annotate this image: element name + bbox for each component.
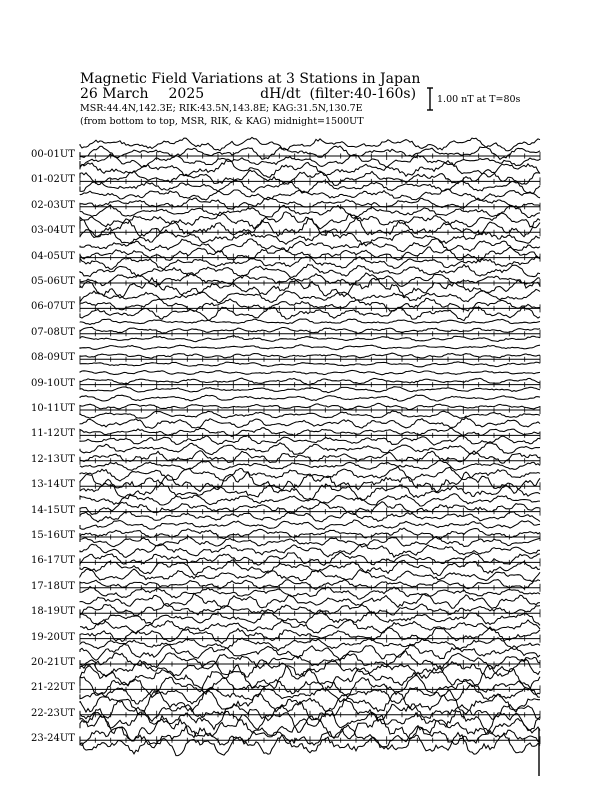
row-label-01-02UT: 01-02UT [31, 174, 75, 186]
row-label-03-04UT: 03-04UT [31, 225, 75, 237]
row-label-14-15UT: 14-15UT [31, 504, 75, 516]
row-label-05-06UT: 05-06UT [31, 276, 75, 287]
row-label-00-01UT: 00-01UT [31, 149, 75, 160]
trace-KAG-15-16UT [80, 520, 540, 530]
trace-KAG-19-20UT [80, 619, 540, 634]
date-day: 26 [80, 86, 98, 102]
row-label-15-16UT: 15-16UT [31, 530, 75, 541]
row-label-11-12UT: 11-12UT [31, 428, 75, 440]
row-label-17-18UT: 17-18UT [31, 580, 75, 592]
trace-KAG-18-19UT [80, 593, 540, 608]
row-label-16-17UT: 16-17UT [31, 555, 75, 567]
trace-KAG-10-11UT [80, 395, 540, 401]
row-label-23-24UT: 23-24UT [31, 733, 75, 745]
trace-KAG-07-08UT [80, 319, 540, 325]
trace-KAG-05-06UT [80, 264, 540, 278]
trace-RIK-22-23UT [80, 700, 540, 721]
row-label-20-21UT: 20-21UT [31, 657, 75, 668]
row-label-19-20UT: 19-20UT [31, 631, 75, 643]
trace-KAG-02-03UT [80, 189, 540, 200]
trace-KAG-00-01UT [80, 137, 540, 150]
row-label-10-11UT: 10-11UT [31, 403, 75, 414]
row-label-02-03UT: 02-03UT [31, 199, 75, 211]
row-label-21-22UT: 21-22UT [31, 682, 75, 694]
trace-KAG-17-18UT [80, 569, 540, 582]
date-year: 2025 [168, 86, 205, 102]
order-note: (from bottom to top, MSR, RIK, & KAG) midnight=1500UT [80, 116, 364, 127]
quantity-label: dH/dt [260, 86, 301, 102]
trace-KAG-08-09UT [80, 345, 540, 350]
row-label-18-19UT: 18-19UT [31, 606, 75, 618]
filter-label: (filter:40-160s) [309, 86, 417, 102]
trace-KAG-16-17UT [80, 544, 540, 558]
trace-KAG-09-10UT [80, 370, 540, 374]
row-label-12-13UT: 12-13UT [31, 453, 75, 465]
scale-label: 1.00 nT at T=80s [437, 94, 521, 105]
stations-line: MSR:44.4N,142.3E; RIK:43.5N,143.8E; KAG:31.5N,130.7E [80, 103, 363, 114]
date-month: March [102, 86, 149, 102]
row-label-04-05UT: 04-05UT [31, 250, 75, 262]
row-label-06-07UT: 06-07UT [31, 301, 75, 313]
trace-KAG-11-12UT [80, 417, 540, 428]
row-label-13-14UT: 13-14UT [31, 479, 75, 491]
row-label-09-10UT: 09-10UT [31, 377, 75, 389]
row-label-22-23UT: 22-23UT [31, 707, 75, 719]
trace-KAG-03-04UT [80, 212, 540, 229]
row-label-08-09UT: 08-09UT [31, 352, 75, 364]
row-label-07-08UT: 07-08UT [31, 326, 75, 338]
chart-title: Magnetic Field Variations at 3 Stations in Japan [80, 71, 421, 87]
